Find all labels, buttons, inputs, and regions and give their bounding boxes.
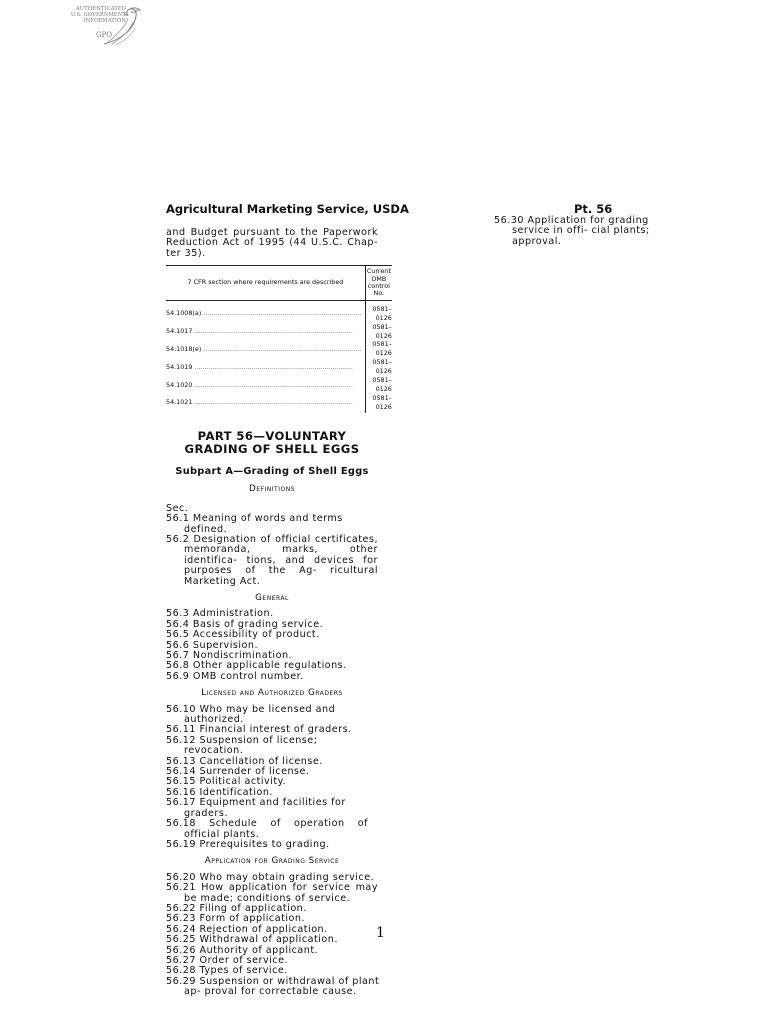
right-column [494,216,654,247]
toc-entry: 56.16 Identification. [166,786,273,798]
intro-paragraph: and Budget pursuant to the Paperwork Reduction Act of 1995 (44 U.S.C. Chap- ter 35). [166,227,378,259]
toc-entry: 56.21 How application for service may be made; conditions of service. [166,882,378,904]
running-head-left: Agricultural Marketing Service, USDA [166,202,409,216]
table-row [166,376,392,394]
logo-line: INFORMATION [83,18,126,24]
table-header-row [166,266,392,301]
table-row [166,394,392,413]
toc-entry: 56.2 Designation of official certificates, memoranda, marks, other identifica- tions, and devices for purposes of the Ag- ricultural Marketing Act. [166,533,378,587]
toc-entry: 56.19 Prerequisites to grading. [166,838,330,850]
logo-line: AUTHENTICATED [75,6,126,12]
left-column [166,226,392,998]
toc-entry: 56.14 Surrender of license. [166,766,310,778]
table-cell-section: 54.1020 .............................................................................. [166,376,365,394]
table-header-omb-number: Current OMB control No. [365,266,392,301]
toc-entry: 56.10 Who may be licensed and authorized. [166,703,336,726]
section-heading-graders: Licensed and Authorized Graders [201,688,343,699]
toc-general [166,609,378,682]
eagle-logo-icon [90,4,142,48]
gpo-authentication-logo [60,4,142,48]
table-cell-section: 54.1018(e) .............................................................................. [166,340,365,358]
toc-entry: 56.4 Basis of grading service. [166,618,324,630]
toc-definitions [166,514,378,587]
part-title: PART 56—VOLUNTARY GRADING OF SHELL EGGS [184,428,360,456]
section-heading-general: General [255,592,289,603]
section-heading-definitions: Definitions [249,484,295,495]
toc-entry: 56.13 Cancellation of license. [166,755,323,767]
toc-entry: 56.9 OMB control number. [166,670,304,682]
toc-entry: 56.23 Form of application. [166,913,305,925]
toc-entry: 56.30 Application for grading service in offi- cial plants; approval. [494,215,650,247]
table-cell-section: 54.1017 .............................................................................. [166,323,365,341]
table-cell-section: 54.1021 .............................................................................. [166,394,365,413]
sec-label: Sec. [166,502,189,514]
toc-graders [166,705,378,851]
running-head-right: Pt. 56 [574,202,613,216]
toc-entry: 56.20 Who may obtain grading service. [166,871,375,883]
table-header-cfr-section: 7 CFR section where requirements are described [166,266,365,301]
table-cell-omb: 0581–0126 [372,376,392,393]
toc-entry: 56.8 Other applicable regulations. [166,660,347,672]
table-cell-omb: 0581–0126 [372,358,392,376]
subpart-title: Subpart A—Grading of Shell Eggs [175,465,369,477]
page-number: 1 [376,925,385,941]
toc-entry: 56.29 Suspension or withdrawal of plant ap- proval for correctable cause. [166,975,380,998]
table-cell-section: 54.1008(a) .............................................................................. [166,300,365,322]
toc-entry: 56.5 Accessibility of product. [166,629,320,641]
table-cell-omb: 0581–0126 [372,393,392,411]
toc-entry: 56.3 Administration. [166,608,274,620]
toc-entry: 56.17 Equipment and facilities for graders. [166,797,346,819]
table-row [166,358,392,376]
toc-entry: 56.25 Withdrawal of application. [166,934,338,946]
toc-entry: 56.28 Types of service. [166,965,288,977]
toc-entry: 56.12 Suspension of license; revocation. [166,734,318,757]
table-cell-omb: 0581–0126 [372,322,392,340]
toc-entry: 56.24 Rejection of application. [166,923,328,935]
table-cell-omb: 0581–0126 [372,304,392,322]
table-row [166,323,392,341]
logo-line: U.S. GOVERNMENT [70,12,126,18]
logo-gpo-text: GPO [96,31,113,39]
toc-entry: 56.18 Schedule of operation of official plants. [166,818,368,840]
toc-entry: 56.15 Political activity. [166,776,286,788]
toc-entry: 56.11 Financial interest of graders. [166,724,352,736]
toc-entry: 56.1 Meaning of words and terms defined. [166,513,343,535]
table-row [166,340,392,358]
section-heading-application: Application for Grading Service [204,856,340,867]
toc-entry: 56.26 Authority of applicant. [166,944,319,956]
toc-entry: 56.27 Order of service. [166,954,289,966]
omb-control-table [166,265,392,413]
table-row [166,300,392,322]
table-cell-section: 54.1019 .............................................................................. [166,358,365,376]
toc-entry: 56.7 Nondiscrimination. [166,650,293,661]
toc-entry: 56.6 Supervision. [166,639,259,651]
toc-application [166,873,378,998]
toc-entry: 56.22 Filing of application. [166,902,307,914]
table-cell-omb: 0581–0126 [372,340,392,358]
